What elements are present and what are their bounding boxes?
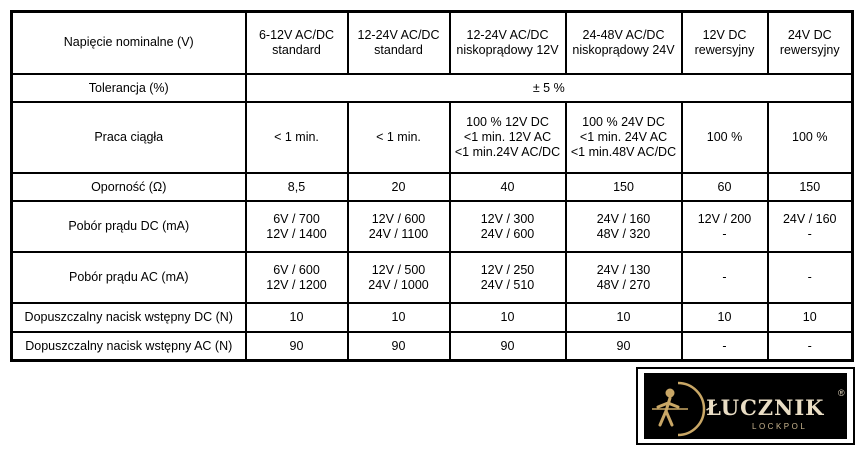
continuous-cell: 100 % 12V DC <1 min. 12V AC <1 min.24V AC/DC bbox=[450, 102, 566, 172]
resistance-cell: 150 bbox=[768, 173, 853, 202]
header-row bbox=[12, 12, 853, 74]
header-col-2: 12-24V AC/DC standard bbox=[348, 12, 450, 74]
preload-ac-cell: 90 bbox=[348, 332, 450, 361]
dc-current-cell: 6V / 700 12V / 1400 bbox=[246, 201, 348, 252]
brand-name: ŁUCZNIK bbox=[706, 395, 825, 420]
resistance-cell: 60 bbox=[682, 173, 768, 202]
tolerance-label: Tolerancja (%) bbox=[12, 74, 246, 103]
resistance-cell: 40 bbox=[450, 173, 566, 202]
spec-table bbox=[10, 10, 854, 362]
header-col-5: 12V DC rewersyjny bbox=[682, 12, 768, 74]
preload-dc-cell: 10 bbox=[566, 303, 682, 332]
tolerance-value: ± 5 % bbox=[246, 74, 853, 103]
preload-dc-cell: 10 bbox=[246, 303, 348, 332]
ac-current-cell: - bbox=[768, 252, 853, 303]
continuous-cell: < 1 min. bbox=[246, 102, 348, 172]
header-col-1: 6-12V AC/DC standard bbox=[246, 12, 348, 74]
preload-dc-cell: 10 bbox=[768, 303, 853, 332]
resistance-cell: 8,5 bbox=[246, 173, 348, 202]
ac-current-cell: - bbox=[682, 252, 768, 303]
resistance-cell: 20 bbox=[348, 173, 450, 202]
preload-ac-row bbox=[12, 332, 853, 361]
ac-current-cell: 24V / 130 48V / 270 bbox=[566, 252, 682, 303]
ac-current-cell: 6V / 600 12V / 1200 bbox=[246, 252, 348, 303]
tolerance-row bbox=[12, 74, 853, 103]
preload-ac-cell: 90 bbox=[246, 332, 348, 361]
continuous-cell: 100 % bbox=[768, 102, 853, 172]
preload-ac-cell: - bbox=[768, 332, 853, 361]
ac-current-row bbox=[12, 252, 853, 303]
preload-ac-cell: 90 bbox=[450, 332, 566, 361]
resistance-cell: 150 bbox=[566, 173, 682, 202]
logo-frame bbox=[636, 367, 855, 445]
continuous-cell: 100 % bbox=[682, 102, 768, 172]
header-label: Napięcie nominalne (V) bbox=[12, 12, 246, 74]
preload-dc-cell: 10 bbox=[450, 303, 566, 332]
preload-dc-cell: 10 bbox=[682, 303, 768, 332]
dc-current-cell: 12V / 600 24V / 1100 bbox=[348, 201, 450, 252]
continuous-cell: < 1 min. bbox=[348, 102, 450, 172]
continuous-label: Praca ciągła bbox=[12, 102, 246, 172]
dc-current-cell: 12V / 200 - bbox=[682, 201, 768, 252]
preload-dc-row bbox=[12, 303, 853, 332]
dc-current-label: Pobór prądu DC (mA) bbox=[12, 201, 246, 252]
dc-current-row bbox=[12, 201, 853, 252]
preload-ac-cell: - bbox=[682, 332, 768, 361]
preload-ac-label: Dopuszczalny nacisk wstępny AC (N) bbox=[12, 332, 246, 361]
header-col-4: 24-48V AC/DC niskoprądowy 24V bbox=[566, 12, 682, 74]
ac-current-cell: 12V / 250 24V / 510 bbox=[450, 252, 566, 303]
continuous-row bbox=[12, 102, 853, 172]
resistance-label: Oporność (Ω) bbox=[12, 173, 246, 202]
preload-dc-cell: 10 bbox=[348, 303, 450, 332]
registered-mark: ® bbox=[838, 388, 845, 398]
brand-subtitle: LOCKPOL bbox=[752, 422, 808, 431]
preload-dc-label: Dopuszczalny nacisk wstępny DC (N) bbox=[12, 303, 246, 332]
lucznik-logo bbox=[644, 373, 847, 439]
continuous-cell: 100 % 24V DC <1 min. 24V AC <1 min.48V AC/DC bbox=[566, 102, 682, 172]
preload-ac-cell: 90 bbox=[566, 332, 682, 361]
dc-current-cell: 12V / 300 24V / 600 bbox=[450, 201, 566, 252]
header-col-6: 24V DC rewersyjny bbox=[768, 12, 853, 74]
dc-current-cell: 24V / 160 48V / 320 bbox=[566, 201, 682, 252]
header-col-3: 12-24V AC/DC niskoprądowy 12V bbox=[450, 12, 566, 74]
resistance-row bbox=[12, 173, 853, 202]
ac-current-label: Pobór prądu AC (mA) bbox=[12, 252, 246, 303]
ac-current-cell: 12V / 500 24V / 1000 bbox=[348, 252, 450, 303]
archer-icon bbox=[648, 379, 706, 439]
dc-current-cell: 24V / 160 - bbox=[768, 201, 853, 252]
